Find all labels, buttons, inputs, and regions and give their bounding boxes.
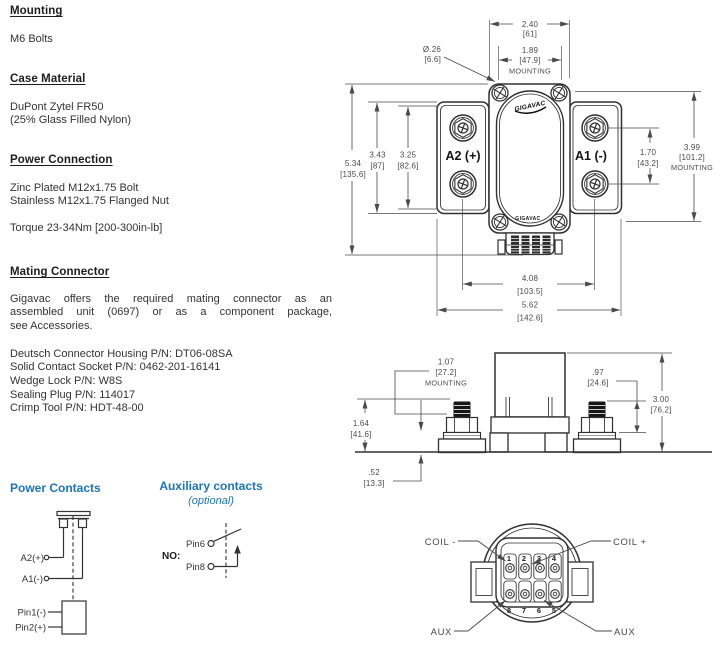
aux-contacts-title: Auxiliary contacts [159, 479, 263, 493]
a2-terminal-node [44, 555, 48, 559]
part-number-housing: Deutsch Connector Housing P/N: DT06-08SA [10, 348, 233, 360]
dim-mounting-offset-in: 1.07 [437, 357, 455, 367]
case-material-line-1: DuPont Zytel FR50 [10, 101, 104, 113]
coil-minus-label: COIL - [424, 537, 456, 548]
power-contacts-pin1-label: Pin1(-) [17, 607, 46, 619]
aux-contacts-schematic [162, 523, 241, 578]
dim-overall-width-in: 5.62 [521, 300, 539, 310]
side-view-drawing [350, 353, 712, 488]
dim-mounting-height-label: MOUNTING [670, 163, 714, 172]
aux-no-label: NO: [162, 551, 181, 562]
dim-mounting-height-in: 3.99 [683, 143, 701, 152]
aux-contacts-subtitle: (optional) [188, 495, 234, 507]
dim-width-mm: [61] [522, 29, 538, 39]
terminal-label-a1: A1 (-) [575, 149, 607, 163]
side-flange [491, 417, 569, 433]
dim-stud-height-mm: [24.6] [587, 378, 609, 388]
schematics-canvas [0, 470, 300, 650]
dim-terminal-span-mm: [103.5] [517, 287, 543, 296]
section-title-mating-connector: Mating Connector [10, 266, 110, 278]
dim-mounting-width-label: MOUNTING [508, 66, 552, 76]
dim-bracket-height-mm: [87] [370, 161, 385, 171]
pin-number-7: 7 [521, 606, 527, 615]
dim-side-height-mm: [76.2] [650, 405, 672, 415]
pin-number-6: 6 [536, 606, 542, 615]
dim-base-height-in: .52 [368, 468, 380, 477]
aux-left-label: AUX [430, 627, 452, 638]
dim-mounting-offset-mm: [27.2] [435, 368, 457, 377]
dim-terminal-height-mm: [41.6] [350, 430, 372, 439]
dim-terminal-height-in: 1.64 [352, 419, 370, 428]
switch-blade [214, 529, 241, 541]
side-stud-left [439, 402, 486, 453]
dim-bracket-height-in: 3.43 [369, 150, 386, 160]
part-number-wedge-lock: Wedge Lock P/N: W8S [10, 375, 123, 387]
logo-text-top: GIGAVAC [513, 99, 547, 114]
pin-number-8: 8 [506, 606, 512, 615]
dim-overall-width-mm: [142.6] [517, 313, 543, 323]
coil-plus-label: COIL + [613, 537, 647, 548]
section-title-mounting: Mounting [10, 5, 63, 17]
base-height-leader [393, 455, 421, 481]
logo-text-bottom: GIGAVAC [515, 216, 541, 222]
terminal-label-a2: A2 (+) [445, 149, 481, 163]
dim-mounting-width-in: 1.89 [521, 46, 539, 55]
section-title-power-connection: Power Connection [10, 154, 113, 166]
power-contacts-schematic [15, 512, 90, 635]
power-contacts-title: Power Contacts [10, 481, 101, 495]
pin-number-5: 5 [551, 606, 557, 615]
power-connection-line-1: Zinc Plated M12x1.75 Bolt [10, 182, 139, 194]
mating-connector-paragraph-line-2: assembled unit (0697) or as a component package, [10, 306, 332, 318]
part-number-sealing-plug: Sealing Plug P/N: 114017 [10, 389, 136, 401]
pin6-contact-node [208, 541, 214, 547]
dim-height-mm: [135.6] [340, 170, 366, 179]
dim-width-in: 2.40 [521, 20, 539, 29]
dim-inner-height-in: 3.25 [399, 150, 417, 160]
part-number-socket: Solid Contact Socket P/N: 0462-201-16141 [10, 361, 221, 373]
coil-box [62, 601, 86, 634]
aux-pin8-label: Pin8 [185, 562, 205, 573]
pin-number-3: 3 [536, 554, 542, 563]
dim-height-in: 5.34 [344, 159, 362, 168]
a1-terminal-node [44, 576, 48, 580]
dim-stud-height-in: .97 [592, 368, 604, 377]
mounting-body: M6 Bolts [10, 33, 53, 45]
power-contacts-a2-label: A2(+) [20, 553, 44, 564]
pin8-contact-node [208, 564, 214, 570]
pin-number-1: 1 [506, 554, 512, 563]
side-stud-right [574, 402, 621, 453]
power-contacts-pin2-label: Pin2(+) [15, 622, 46, 634]
mating-connector-paragraph-line-3: see Accessories. [10, 320, 93, 332]
dim-inner-height-mm: [82.6] [397, 161, 419, 171]
connector-tab-right [567, 562, 593, 602]
dim-hole-in: Ø.26 [422, 45, 441, 54]
front-connector [498, 233, 562, 255]
technical-drawing-canvas [334, 0, 724, 650]
dim-mounting-offset-label: MOUNTING [424, 378, 468, 388]
dim-hole-mm: [6.6] [424, 55, 441, 64]
connector-pinout-drawing [425, 524, 647, 638]
mating-connector-paragraph-line-1: Gigavac offers the required mating connector as an [10, 293, 332, 305]
dim-mounting-height-mm: [101.2] [679, 153, 705, 162]
dim-mounting-width-mm: [47.9] [519, 56, 541, 65]
dim-terminal-pitch-mm: [43.2] [637, 159, 659, 168]
pin-number-4: 4 [551, 554, 557, 563]
dim-side-height-in: 3.00 [652, 395, 670, 404]
pin-number-2: 2 [521, 554, 527, 563]
section-title-case-material: Case Material [10, 73, 86, 85]
front-view-drawing [340, 20, 713, 323]
part-number-crimp-tool: Crimp Tool P/N: HDT-48-00 [10, 402, 144, 414]
aux-right-label: AUX [614, 627, 636, 638]
dim-terminal-pitch-in: 1.70 [639, 148, 657, 157]
aux-pin6-label: Pin6 [185, 539, 205, 550]
connector-tab-left [471, 562, 497, 602]
hole-leader-line [444, 57, 495, 82]
actuation-arrow [234, 545, 241, 554]
power-connection-line-2: Stainless M12x1.75 Flanged Nut [10, 195, 169, 207]
power-connection-torque: Torque 23-34Nm [200-300in-lb] [10, 222, 163, 234]
dim-terminal-span-in: 4.08 [521, 274, 539, 283]
case-material-line-2: (25% Glass Filled Nylon) [10, 114, 132, 126]
power-contacts-a1-label: A1(-) [21, 574, 43, 585]
dim-base-height-mm: [13.3] [363, 479, 385, 488]
side-body [495, 353, 565, 417]
